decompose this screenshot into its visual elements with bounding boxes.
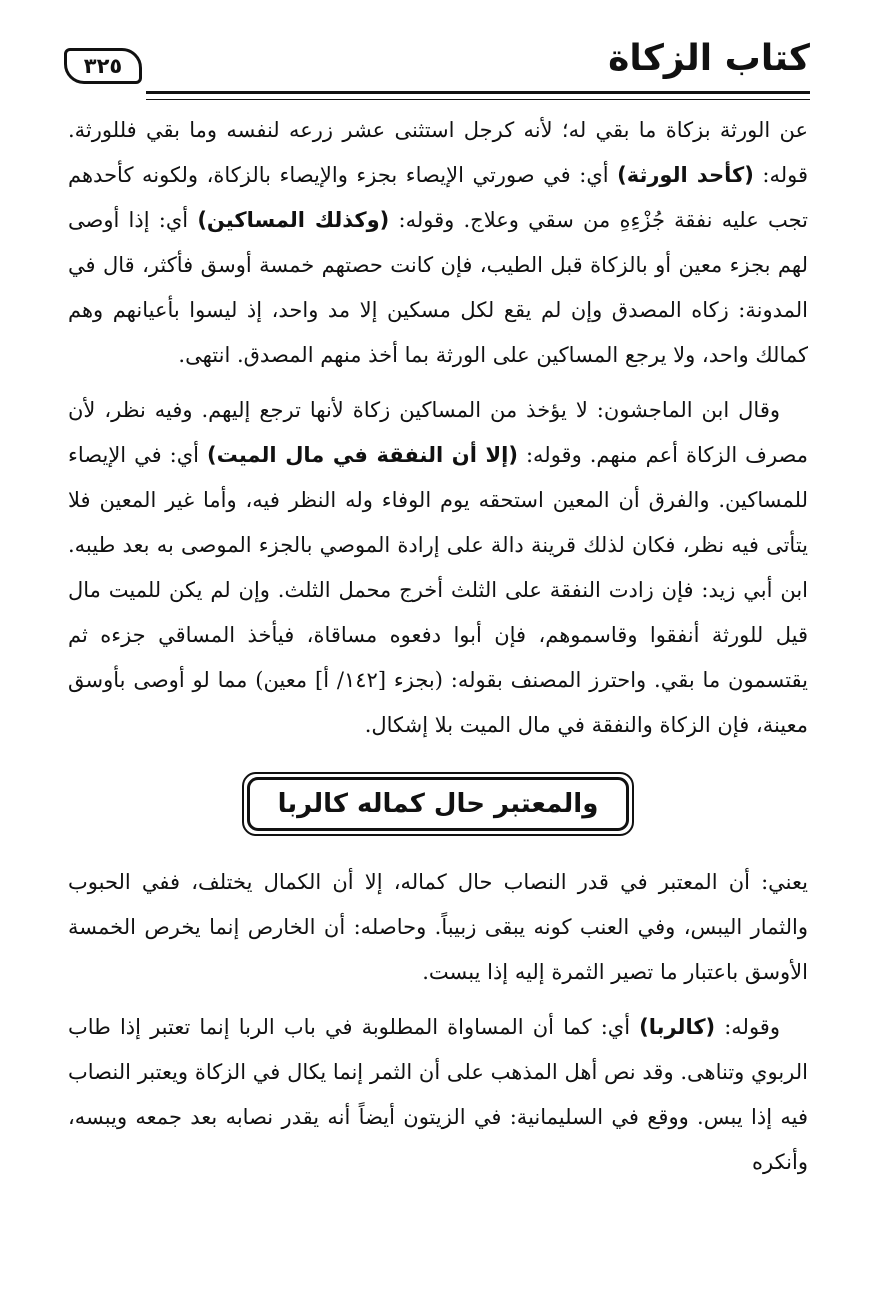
text-segment: يعني: أن المعتبر في قدر النصاب حال كماله، إلا أن الكمال يختلف، ففي الحبوب والثمار اليبس، وفي العنب كونه يبقى زبيباً. وحاصله: أن الخارص إنما يخرص الخمسة الأوسق باعتبار ما تصير الثمرة إليه إذا يبست. xyxy=(68,870,808,984)
page-number: ٣٢٥ xyxy=(83,54,123,78)
page-content xyxy=(68,108,808,1195)
text-segment: أي: في الإيصاء للمساكين. والفرق أن المعين استحقه يوم الوفاء وله النظر فيه، وأما غير المعين فلا يتأتى فيه نظر، فكان لذلك قرينة دالة على إرادة الموصي بالجزء الموصى به بعد طيبه. ابن أبي زيد: فإن زادت النفقة على الثلث أخرج محمل الثلث. وإن لم يكن للميت مال قيل للورثة أنفقوا وقاسموهم، فإن أبوا دفعوه مساقاة، فيأخذ المساقي جزءه ثم يقتسمون ما بقي. واحترز المصنف بقوله: (بجزء [١٤٢/ أ] معين) مما لو أوصى بأوسق معينة، فإن الزكاة والنفقة في مال الميت بلا إشكال. xyxy=(68,443,809,737)
book-title: كتاب الزكاة xyxy=(608,38,810,79)
page-number-frame xyxy=(64,48,142,84)
paragraph-3 xyxy=(68,860,808,995)
paragraph-1 xyxy=(68,108,808,378)
matn-quote: (إلا أن النفقة في مال الميت) xyxy=(207,443,518,467)
text-segment: أي: في صورتي الإيصاء بجزء والإيصاء بالزكاة، ولكونه كأحدهم تجب عليه نفقة جُزْءِهِ من سقي وعلاج. وقوله: xyxy=(68,163,808,232)
matn-quote: (كالربا) xyxy=(639,1015,716,1039)
text-segment: أي: إذا أوصى لهم بجزء معين أو بالزكاة قبل الطيب، فإن كانت حصتهم خمسة أوسق فأكثر، قال في المدونة: زكاه المصدق وإن لم يقع لكل مسكين إلا مد واحد، إذ ليسوا بأعيانهم وهم كمالك واحد، ولا يرجع المساكين على الورثة بما أخذ منهم المصدق. انتهى. xyxy=(68,208,808,367)
paragraph-2 xyxy=(68,388,808,748)
matn-heading-frame xyxy=(242,772,635,836)
text-segment: وقال ابن الماجشون: لا يؤخذ من المساكين زكاة لأنها ترجع إليهم. وفيه نظر، لأن مصرف الزكاة أعم منهم. وقوله: xyxy=(68,398,808,467)
matn-quote: (كأحد الورثة) xyxy=(617,163,754,187)
page-header xyxy=(60,34,810,94)
text-segment: وقوله: xyxy=(715,1015,780,1039)
matn-heading-wrap xyxy=(68,772,808,836)
header-rule-thin xyxy=(146,99,810,100)
text-segment: عن الورثة بزكاة ما بقي له؛ لأنه كرجل استثنى عشر زرعه لنفسه وما بقي فللورثة. قوله: xyxy=(68,118,808,187)
header-rule xyxy=(146,91,810,94)
text-segment: أي: كما أن المساواة المطلوبة في باب الربا إنما تعتبر إذا طاب الربوي وتناهى. وقد نص أهل المذهب على أن الثمر إنما يكال في الزكاة ويعتبر النصاب فيه إذا يبس. ووقع في السليمانية: في الزيتون أيضاً أنه يقدر نصابه بعد جمعه ويبسه، وأنكره xyxy=(68,1015,808,1174)
matn-quote: (وكذلك المساكين) xyxy=(197,208,390,232)
paragraph-4 xyxy=(68,1005,808,1185)
matn-heading: والمعتبر حال كماله كالربا xyxy=(247,777,630,831)
